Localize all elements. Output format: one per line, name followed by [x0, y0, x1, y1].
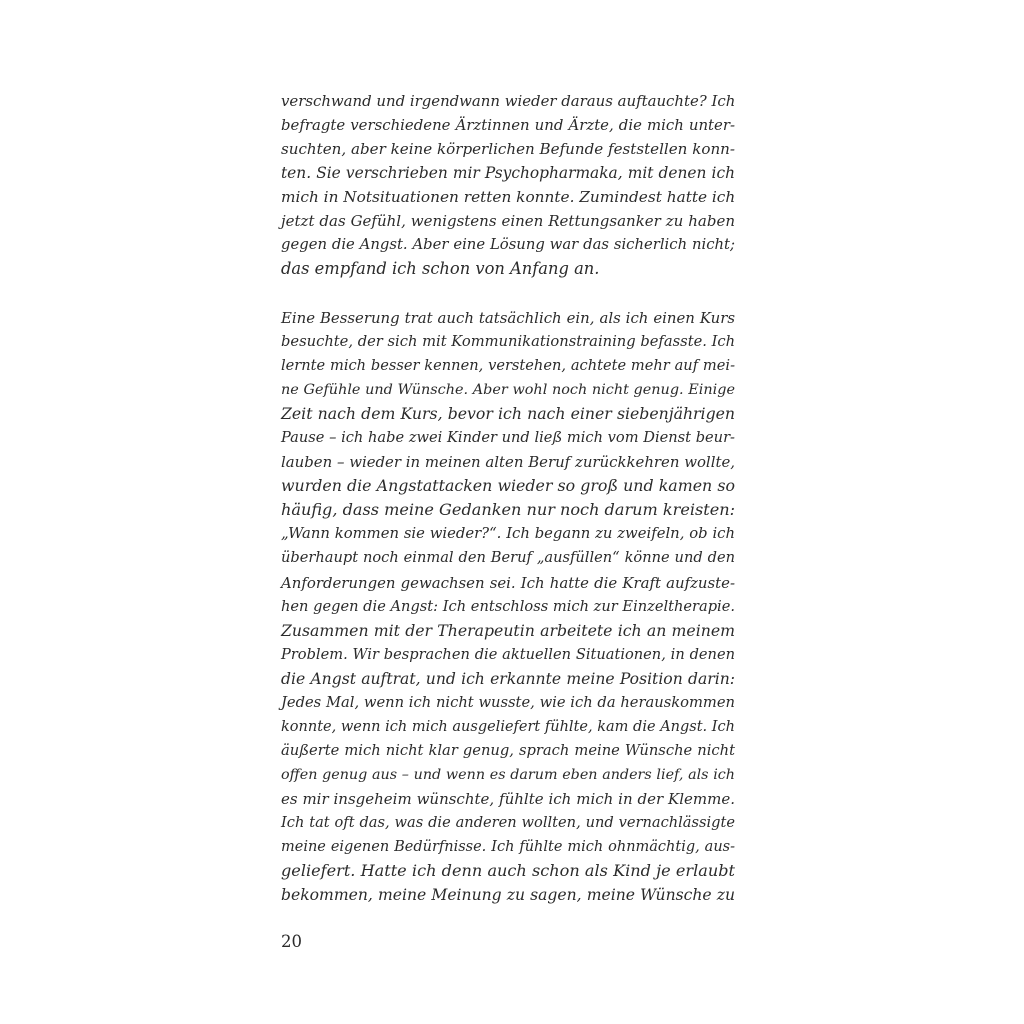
text-line: Eine Besserung trat auch tatsächlich ein, als ich einen Kurs [281, 309, 735, 327]
paragraph-1 [281, 89, 735, 281]
text-line: konnte, wenn ich mich ausgeliefert fühlte, kam die Angst. Ich [281, 718, 735, 735]
text-line: hen gegen die Angst: Ich entschloss mich zur Einzeltherapie. [281, 597, 735, 615]
text-line: meine eigenen Bedürfnisse. Ich fühlte mich ohnmächtig, aus- [281, 839, 735, 856]
text-line: Jedes Mal, wenn ich nicht wusste, wie ich da herauskommen [281, 693, 735, 711]
text-line: Ich tat oft das, was die anderen wollten, und vernachlässigte [281, 813, 735, 831]
paragraph-2 [281, 306, 735, 907]
text-line: Problem. Wir besprachen die aktuellen Situationen, in denen [281, 645, 735, 663]
text-line: gegen die Angst. Aber eine Lösung war das sicherlich nicht; [281, 236, 735, 254]
text-line: überhaupt noch einmal den Beruf „ausfüllen“ könne und den [281, 549, 735, 567]
text-line: suchten, aber keine körperlichen Befunde feststellen konn- [281, 140, 735, 159]
text-line: Zeit nach dem Kurs, bevor ich nach einer siebenjährigen [281, 404, 735, 424]
text-line: Pause – ich habe zwei Kinder und ließ mich vom Dienst beur- [281, 429, 735, 447]
text-line: die Angst auftrat, und ich erkannte meine Position darin: [281, 669, 735, 688]
text-line: häufig, dass meine Gedanken nur noch darum kreisten: [281, 500, 736, 520]
text-line: geliefert. Hatte ich denn auch schon als Kind je erlaubt [281, 861, 735, 881]
text-line: verschwand und irgendwann wieder daraus auftauchte? Ich [281, 92, 736, 110]
text-line: mich in Notsituationen retten konnte. Zumindest hatte ich [281, 188, 736, 207]
text-line: jetzt das Gefühl, wenigstens einen Rettungsanker zu haben [281, 212, 735, 231]
text-line: befragte verschiedene Ärztinnen und Ärzte, die mich unter- [281, 116, 735, 135]
text-line: ne Gefühle und Wünsche. Aber wohl noch nicht genug. Einige [281, 382, 735, 399]
text-line: Zusammen mit der Therapeutin arbeitete ich an meinem [281, 620, 735, 640]
text-line: bekommen, meine Meinung zu sagen, meine Wünsche zu [281, 886, 735, 905]
text-line: offen genug aus – und wenn es darum eben anders lief, als ich [281, 766, 735, 783]
text-line: äußerte mich nicht klar genug, sprach meine Wünsche nicht [281, 741, 735, 759]
text-line: lauben – wieder in meinen alten Beruf zurückkehren wollte, [281, 453, 735, 472]
text-line: besuchte, der sich mit Kommunikationstraining befasste. Ich [281, 333, 736, 351]
text-line: Anforderungen gewachsen sei. Ich hatte die Kraft aufzuste- [281, 573, 735, 592]
text-line: „Wann kommen sie wieder?“. Ich begann zu zweifeln, ob ich [281, 525, 735, 543]
text-line: wurden die Angstattacken wieder so groß und kamen so [281, 476, 735, 496]
text-line: ten. Sie verschrieben mir Psychopharmaka, mit denen ich [281, 164, 735, 183]
page-number: 20 [281, 932, 302, 951]
text-line: lernte mich besser kennen, verstehen, achtete mehr auf mei- [281, 357, 735, 375]
text-line: das empfand ich schon von Anfang an. [281, 259, 600, 279]
text-line: es mir insgeheim wünschte, fühlte ich mich in der Klemme. [281, 789, 735, 808]
